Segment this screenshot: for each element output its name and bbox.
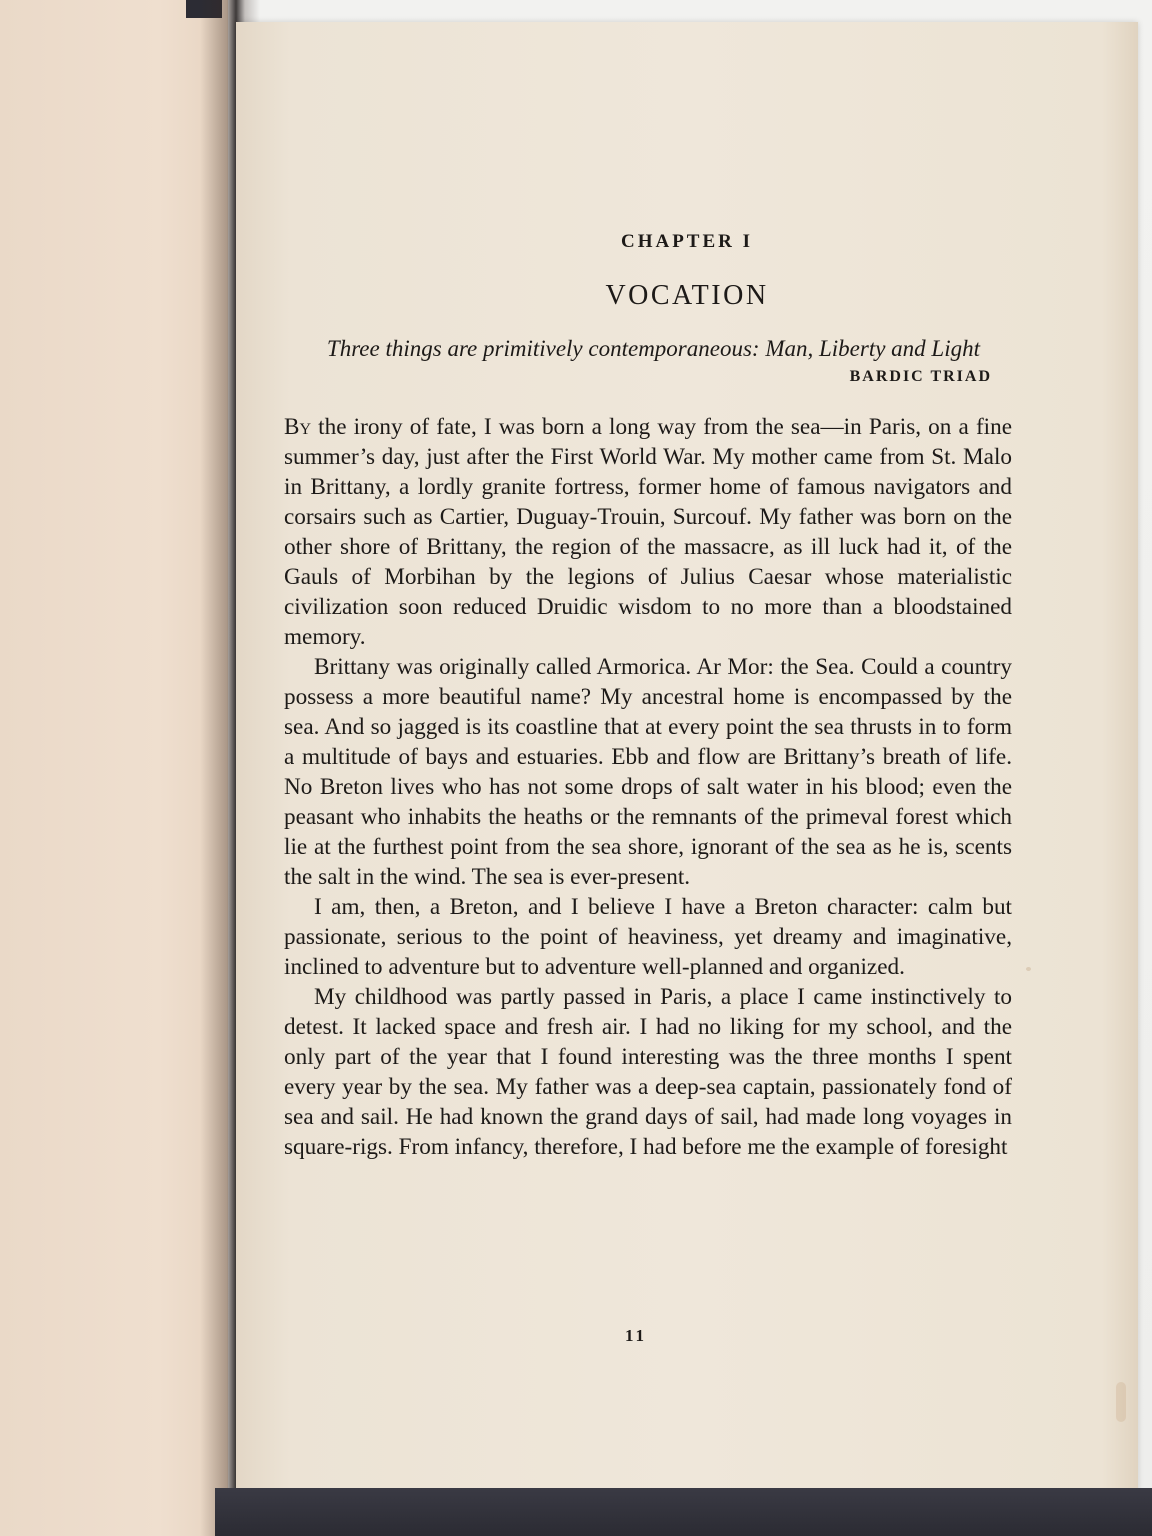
chapter-title: VOCATION bbox=[605, 280, 769, 311]
page-age-spot bbox=[1026, 967, 1031, 971]
paragraph: I am, then, a Breton, and I believe I have a Breton character: calm but passionate, serious to the point of heaviness, yet dreamy and imaginative, inclined to adventure but to adventure well-planned and organized. bbox=[284, 894, 1012, 980]
paragraph: My childhood was partly passed in Paris, a place I came instinctively to detest. It lacked space and fresh air. I had no liking for my school, and the only part of the year that I found interesting was the three months I spent every year by the sea. My father was a deep-sea captain, passionately fond of sea and sail. He had known the grand days of sail, had made long voyages in square-rigs. From infancy, therefore, I had before me the example of foresight bbox=[284, 984, 1012, 1160]
page-number: 11 bbox=[624, 1326, 648, 1345]
epigraph-source: BARDIC TRIAD bbox=[849, 368, 992, 385]
paragraph bbox=[284, 412, 1012, 652]
left-page bbox=[0, 0, 228, 1536]
chapter-body bbox=[284, 412, 1012, 1162]
book-cover-edge-bottom bbox=[215, 1488, 1152, 1536]
opening-small-caps: By bbox=[284, 414, 312, 440]
paragraph: Brittany was originally called Armorica. Ar Mor: the Sea. Could a country possess a more beautiful name? My ancestral home is encompassed by the sea. And so jagged is its coastline that at every point the sea thrusts in to form a multitude of bays and estuaries. Ebb and flow are Brittany’s breath of life. No Breton lives who has not some drops of salt water in his blood; even the peasant who inhabits the heaths or the remnants of the primeval forest which lie at the furthest point from the sea shore, ignorant of the sea as he is, scents the salt in the wind. The sea is ever-present. bbox=[284, 654, 1012, 890]
epigraph-quote: Three things are primitively contemporaneous: Man, Liberty and Light bbox=[326, 336, 980, 361]
paragraph-text: the irony of fate, I was born a long way from the sea—in Paris, on a fine summer’s day, just after the First World War. My mother came from St. Malo in Brittany, a lordly granite fortress, former home of famous navigators and corsairs such as Cartier, Duguay-Trouin, Surcouf. My father was born on the other shore of Brittany, the region of the massacre, as ill luck had it, of the Gauls of Morbihan by the legions of Julius Caesar whose materialistic civilization soon reduced Druidic wisdom to no more than a bloodstained memory. bbox=[284, 414, 1012, 650]
page-age-spot bbox=[1116, 1382, 1126, 1422]
chapter-label: CHAPTER I bbox=[620, 231, 754, 252]
